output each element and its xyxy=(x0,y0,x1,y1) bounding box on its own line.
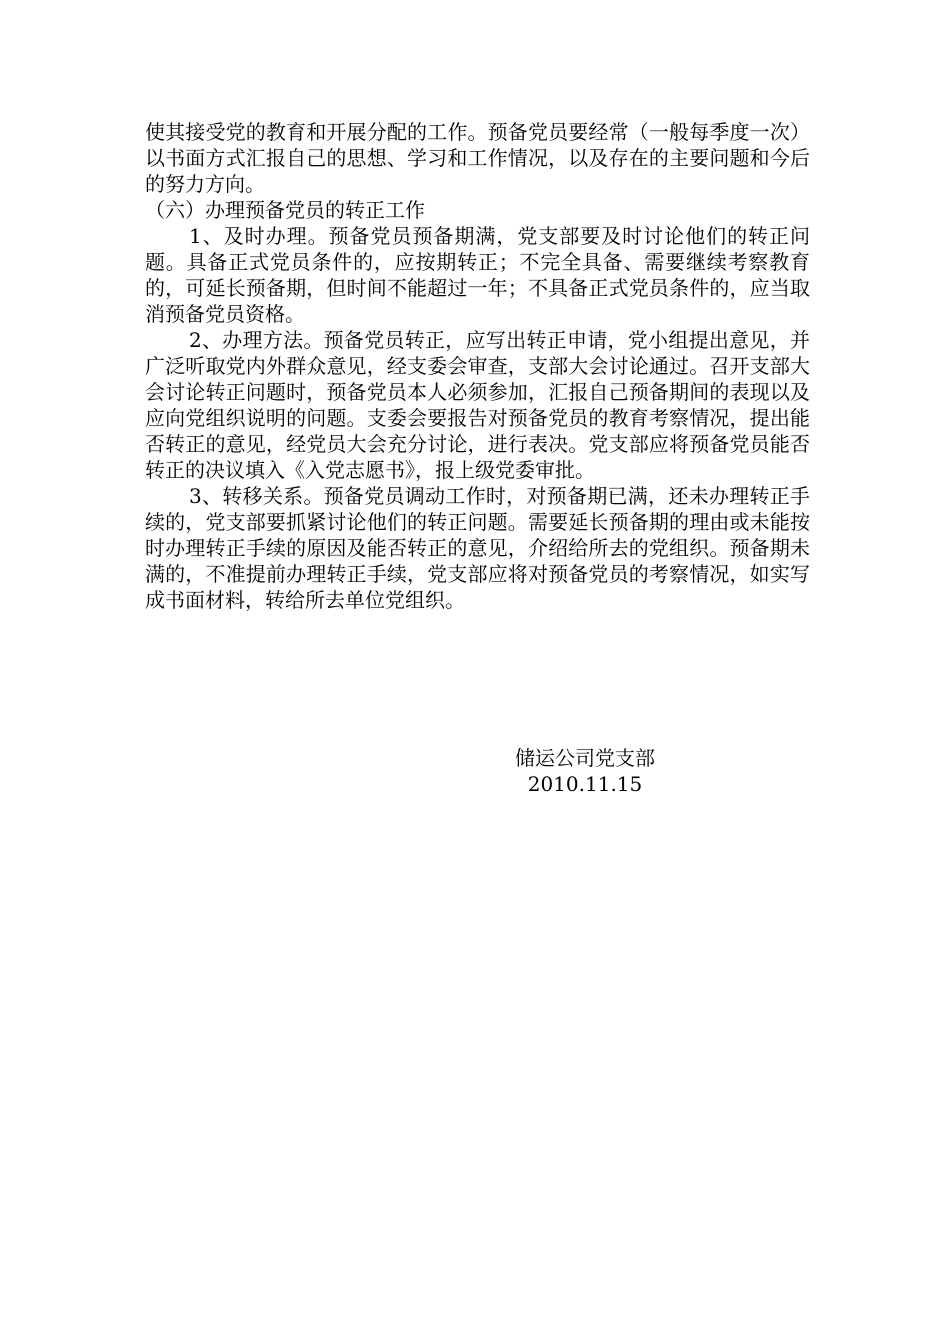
section-heading: （六）办理预备党员的转正工作 xyxy=(145,198,425,222)
paragraph-processing-method: 2、办理方法。预备党员转正，应写出转正申请，党小组提出意见，并广泛听取党内外群众意见，经支委会审查，支部大会讨论通过。召开支部大会讨论转正问题时，预备党员本人必须参加，汇报自己预备期间的表现以及应向党组织说明的问题。支委会要报告对预备党员的教育考察情况，提出能否转正的意见，经党员大会充分讨论，进行表决。党支部应将预备党员能否转正的决议填入《入党志愿书》，报上级党委审批。 xyxy=(145,328,810,482)
signature-date: 2010.11.15 xyxy=(527,772,643,796)
paragraph-continuation: 使其接受党的教育和开展分配的工作。预备党员要经常（一般每季度一次）以书面方式汇报自己的思想、学习和工作情况，以及存在的主要问题和今后的努力方向。 xyxy=(145,120,810,196)
signature-organization: 储运公司党支部 xyxy=(515,746,655,770)
document-body xyxy=(145,119,810,613)
paragraph-transfer-relations: 3、转移关系。预备党员调动工作时，对预备期已满，还未办理转正手续的，党支部要抓紧讨论他们的转正问题。需要延长预备期的理由或未能按时办理转正手续的原因及能否转正的意见，介绍给所去的党组织。预备期未满的，不准提前办理转正手续，党支部应将对预备党员的考察情况，如实写成书面材料，转给所去单位党组织。 xyxy=(145,484,810,612)
paragraph-timely-processing: 1、及时办理。预备党员预备期满，党支部要及时讨论他们的转正问题。具备正式党员条件的，应按期转正；不完全具备、需要继续考察教育的，可延长预备期，但时间不能超过一年；不具备正式党员条件的，应当取消预备党员资格。 xyxy=(145,224,810,326)
signature-block xyxy=(440,745,730,797)
